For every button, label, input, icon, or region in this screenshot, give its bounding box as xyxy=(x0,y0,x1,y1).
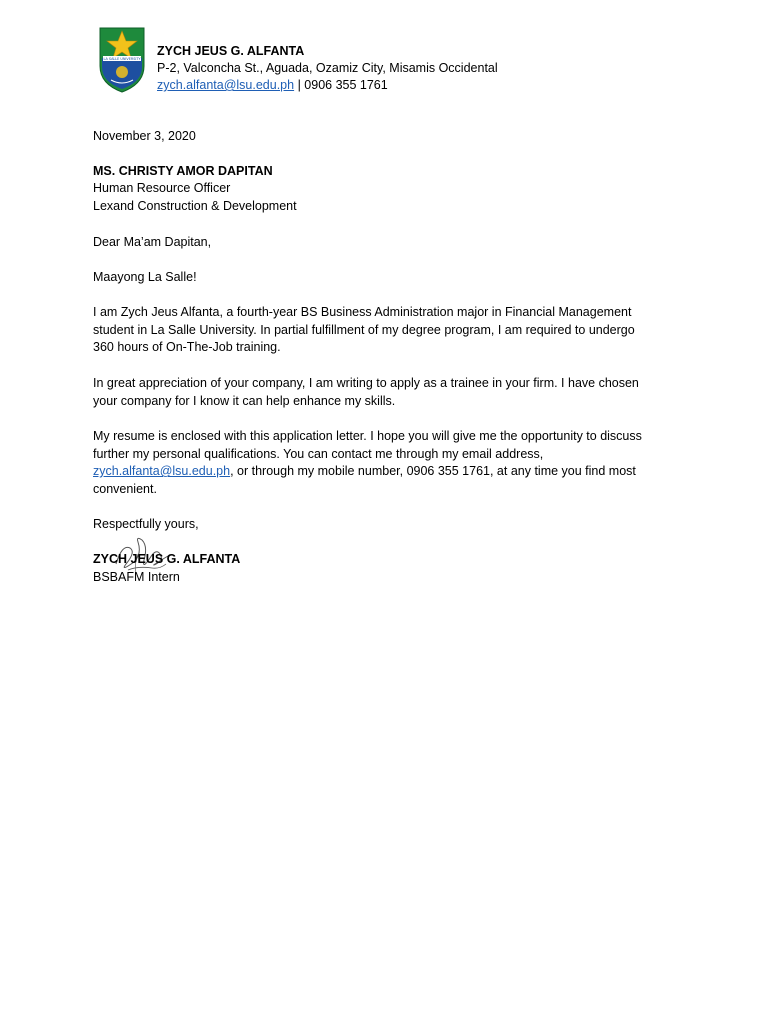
signatory-title: BSBAFM Intern xyxy=(93,570,180,584)
paragraph-line: I am Zych Jeus Alfanta, a fourth-year BS Business Administration major in Financial Management xyxy=(93,305,632,319)
letterhead-name: ZYCH JEUS G. ALFANTA xyxy=(157,44,305,58)
paragraph-line: further my personal qualifications. You can contact me through my email address, xyxy=(93,446,544,461)
letter-date: November 3, 2020 xyxy=(93,129,196,143)
closing: Respectfully yours, xyxy=(93,517,199,531)
letterhead-address: P-2, Valconcha St., Aguada, Ozamiz City, Misamis Occidental xyxy=(157,61,498,75)
letterhead-contact xyxy=(157,77,388,94)
paragraph-line: 360 hours of On-The-Job training. xyxy=(93,340,281,355)
salutation: Dear Ma’am Dapitan, xyxy=(93,235,212,249)
greeting: Maayong La Salle! xyxy=(93,270,197,284)
paragraph-line xyxy=(93,463,683,481)
university-logo-icon xyxy=(97,26,147,94)
letterhead-email-link[interactable]: zych.alfanta@lsu.edu.ph xyxy=(157,78,295,92)
paragraph-line: student in La Salle University. In partial fulfillment of my degree program, I am required to undergo xyxy=(93,322,635,337)
paragraph-line-rest: , or through my mobile number, 0906 355 1761, at any time you find most xyxy=(230,464,636,479)
paragraph-line: your company for I know it can help enhance my skills. xyxy=(93,393,396,408)
paragraph-line: In great appreciation of your company, I am writing to apply as a trainee in your firm. I have chosen xyxy=(93,376,639,390)
paragraph-line: My resume is enclosed with this application letter. I hope you will give me the opportunity to discuss xyxy=(93,429,642,443)
signatory-name: ZYCH JEUS G. ALFANTA xyxy=(93,552,241,566)
body-email-link[interactable]: zych.alfanta@lsu.edu.ph xyxy=(93,464,231,479)
recipient-company: Lexand Construction & Development xyxy=(93,199,297,213)
body-paragraph-3 xyxy=(93,428,683,498)
contact-separator: | xyxy=(294,78,305,92)
recipient-name: MS. CHRISTY AMOR DAPITAN xyxy=(93,164,273,178)
recipient-title: Human Resource Officer xyxy=(93,181,231,195)
body-paragraph-1 xyxy=(93,304,683,357)
logo-text: LA SALLE UNIVERSITY xyxy=(103,57,141,61)
body-paragraph-2 xyxy=(93,375,683,410)
paragraph-line: convenient. xyxy=(93,481,157,496)
letterhead-phone: 0906 355 1761 xyxy=(304,78,388,92)
